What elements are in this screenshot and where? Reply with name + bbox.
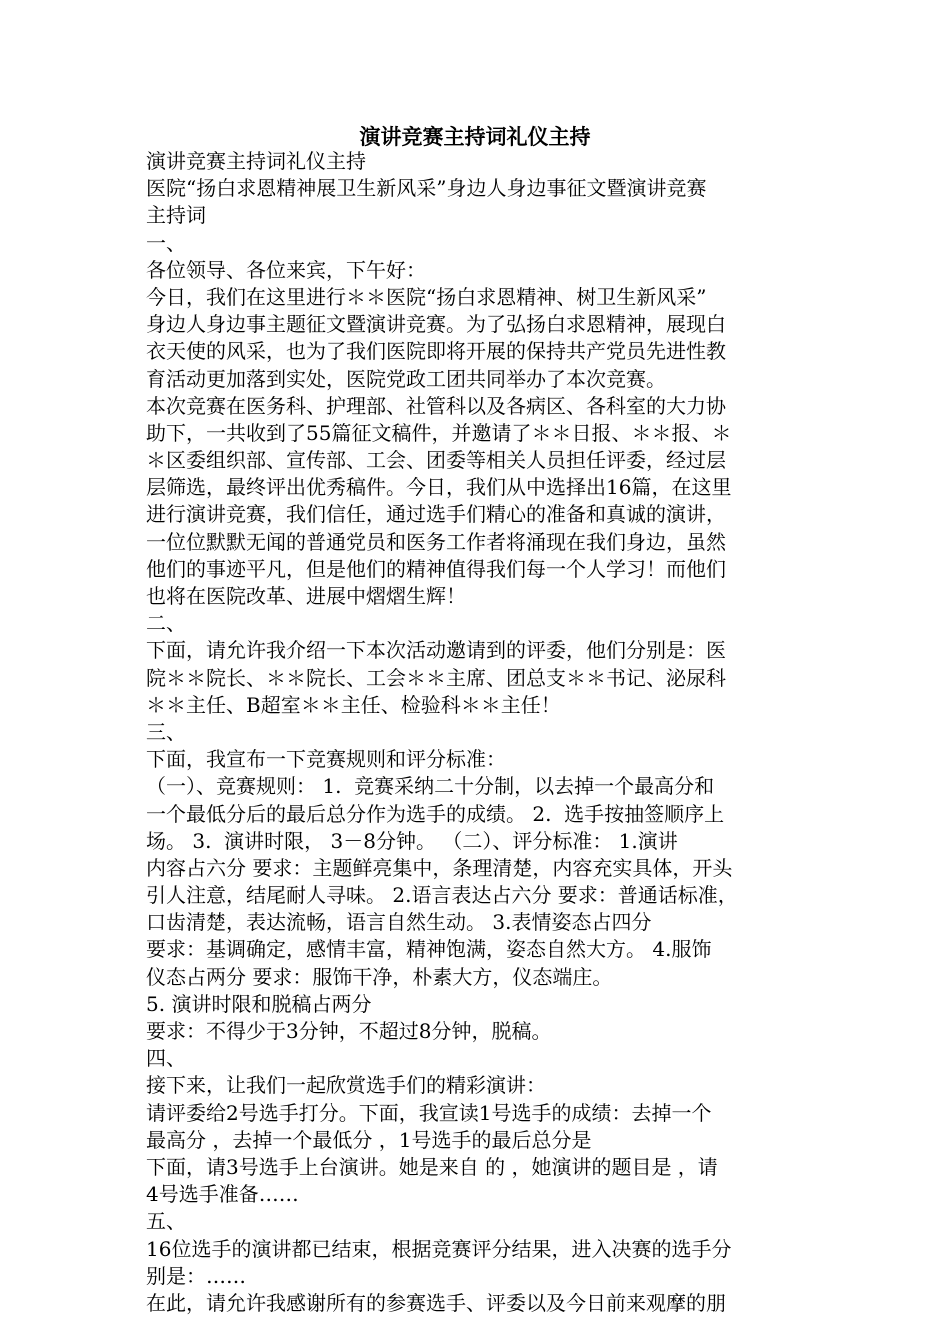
text-line: 要求：基调确定，感情丰富，精神饱满，姿态自然大方。 4.服饰 [146, 937, 712, 962]
text-line: 一个最低分后的最后总分作为选手的成绩。 2. 选手按抽签顺序上 [146, 801, 725, 826]
text-line: 二、 [146, 611, 186, 636]
text-line: 也将在医院改革、进展中熠熠生辉！ [146, 584, 466, 608]
text-line: 院＊＊院长、＊＊院长、工会＊＊主席、团总支＊＊书记、泌尿科 [146, 665, 726, 690]
text-line: 三、 [146, 719, 186, 744]
text-line: 层筛选，最终评出优秀稿件。今日，我们从中选择出16篇，在这里 [146, 475, 732, 500]
text-line: 一位位默默无闻的普通党员和医务工作者将涌现在我们身边，虽然 [146, 529, 726, 554]
document-body [146, 148, 812, 1317]
text-line: 口齿清楚，表达流畅，语言自然生动。 3.表情姿态占四分 [146, 910, 652, 935]
text-line: 进行演讲竞赛，我们信任，通过选手们精心的准备和真诚的演讲， [146, 502, 726, 527]
text-line: 仪态占两分 要求：服饰干净，朴素大方，仪态端庄。 [146, 964, 613, 989]
text-line: 别是：…… [146, 1263, 246, 1288]
text-line: 下面，请允许我介绍一下本次活动邀请到的评委，他们分别是：医 [146, 638, 726, 663]
text-line: 医院“扬白求恩精神展卫生新风采”身边人身边事征文暨演讲竞赛 [146, 176, 707, 201]
text-line: 16位选手的演讲都已结束，根据竞赛评分结果，进入决赛的选手分 [146, 1236, 732, 1261]
text-line: 今日，我们在这里进行＊＊医院“扬白求恩精神、树卫生新风采” [146, 284, 707, 309]
text-line: ＊＊主任、B超室＊＊主任、检验科＊＊主任！ [146, 692, 561, 717]
text-line: 场。 3. 演讲时限， 3－8分钟。 （二）、评分标准： 1.演讲 [146, 828, 678, 853]
text-line: 主持词 [146, 203, 206, 228]
text-line: 引人注意，结尾耐人寻味。 2.语言表达占六分 要求：普通话标准， [146, 883, 738, 908]
text-line: （一）、竞赛规则： 1. 竞赛采纳二十分制，以去掉一个最高分和 [146, 774, 715, 799]
text-line: 4号选手准备…… [146, 1182, 299, 1207]
text-line: 内容占六分 要求：主题鲜亮集中，条理清楚，内容充实具体，开头 [146, 855, 733, 880]
text-line: 衣天使的风采，也为了我们医院即将开展的保持共产党员先进性教 [146, 339, 726, 364]
text-line: 5. 演讲时限和脱稿占两分 [146, 991, 372, 1016]
text-line: 下面，请3号选手上台演讲。她是来自 的 ，她演讲的题目是 ，请 [146, 1154, 718, 1179]
text-line: 五、 [146, 1209, 186, 1234]
text-line: 育活动更加落到实处，医院党政工团共同举办了本次竞赛。 [146, 366, 666, 391]
text-line: 助下，一共收到了55篇征文稿件，并邀请了＊＊日报、＊＊报、＊ [146, 420, 732, 445]
text-line: 请评委给2号选手打分。下面，我宣读1号选手的成绩：去掉一个 [146, 1100, 712, 1125]
text-line: ＊区委组织部、宣传部、工会、团委等相关人员担任评委，经过层 [146, 448, 726, 473]
text-line: 一、 [146, 230, 186, 255]
document-title: 演讲竞赛主持词礼仪主持 [359, 124, 591, 149]
text-line: 四、 [146, 1046, 186, 1071]
text-line: 最高分 ，去掉一个最低分 ，1号选手的最后总分是 [146, 1127, 592, 1152]
text-line: 要求：不得少于3分钟，不超过8分钟，脱稿。 [146, 1019, 552, 1043]
text-line: 演讲竞赛主持词礼仪主持 [146, 149, 366, 173]
text-line: 本次竞赛在医务科、护理部、社管科以及各病区、各科室的大力协 [146, 393, 726, 418]
text-line: 他们的事迹平凡，但是他们的精神值得我们每一个人学习！而他们 [146, 556, 726, 581]
text-line: 下面，我宣布一下竞赛规则和评分标准： [146, 747, 506, 772]
text-line: 接下来，让我们一起欣赏选手们的精彩演讲： [146, 1073, 546, 1098]
text-line: 在此，请允许我感谢所有的参赛选手、评委以及今日前来观摩的朋 [146, 1290, 726, 1315]
text-line: 身边人身边事主题征文暨演讲竞赛。为了弘扬白求恩精神，展现白 [146, 312, 726, 337]
text-line: 各位领导、各位来宾，下午好： [146, 257, 426, 282]
